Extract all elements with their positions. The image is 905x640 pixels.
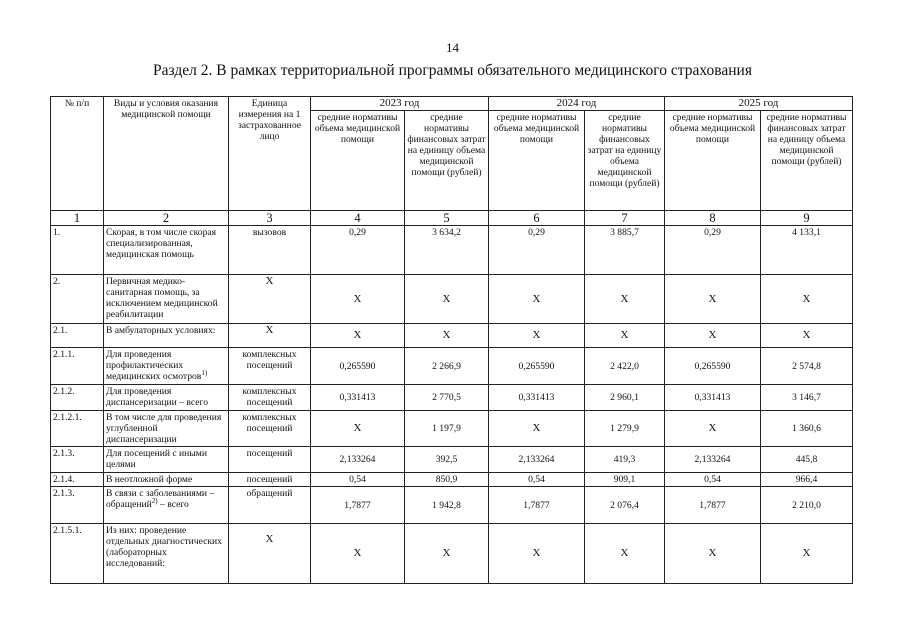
row-unit: посещений	[229, 447, 311, 473]
table-row	[51, 275, 853, 324]
row-volume-2024: 0,29	[489, 226, 585, 275]
row-cost-2023: 2 770,5	[405, 385, 489, 411]
header-year-2025: 2025 год	[665, 97, 853, 111]
header-cost-2024: средние нормативы финансовых затрат на единицу объема медицинской помощи (рублей)	[585, 111, 665, 211]
row-unit: Х	[229, 275, 311, 324]
table-row	[51, 524, 853, 584]
header-volume-2023: средние нормативы объема медицинской помощи	[311, 111, 405, 211]
row-volume-2024: Х	[489, 324, 585, 348]
row-cost-2025: Х	[761, 324, 853, 348]
row-unit: комплексных посещений	[229, 348, 311, 385]
row-num: 2.1.1.	[51, 348, 104, 385]
row-cost-2025: Х	[761, 524, 853, 584]
row-cost-2024: 419,3	[585, 447, 665, 473]
row-name-cell	[104, 487, 229, 524]
row-cost-2023: 1 942,8	[405, 487, 489, 524]
row-name: Скорая, в том числе скорая специализированная, медицинская помощь	[104, 226, 229, 275]
column-number: 7	[585, 211, 665, 226]
column-number: 1	[51, 211, 104, 226]
row-name: Для проведения профилактических медицинских осмотров	[106, 349, 202, 382]
row-cost-2023: 3 634,2	[405, 226, 489, 275]
table-row	[51, 348, 853, 385]
row-unit: обращений	[229, 487, 311, 524]
page-number: 14	[446, 40, 459, 55]
row-num: 2.1.3.	[51, 487, 104, 524]
row-cost-2025: Х	[761, 275, 853, 324]
norms-table	[50, 96, 853, 584]
row-num: 2.1.	[51, 324, 104, 348]
header-num: № п/п	[51, 97, 104, 211]
row-cost-2024: Х	[585, 524, 665, 584]
header-year-2023: 2023 год	[311, 97, 489, 111]
header-unit: Единица измерения на 1 застрахованное лицо	[229, 97, 311, 211]
row-cost-2023: Х	[405, 275, 489, 324]
header-cost-2023: средние нормативы финансовых затрат на единицу объема медицинской помощи (рублей)	[405, 111, 489, 211]
row-volume-2023: 2,133264	[311, 447, 405, 473]
row-volume-2023: Х	[311, 324, 405, 348]
row-name: Из них: проведение отдельных диагностических (лабораторных исследований:	[104, 524, 229, 584]
row-volume-2023: 0,54	[311, 473, 405, 487]
row-unit: вызовов	[229, 226, 311, 275]
row-volume-2023: 0,265590	[311, 348, 405, 385]
row-volume-2023: 0,29	[311, 226, 405, 275]
row-volume-2024: Х	[489, 411, 585, 447]
row-name: Первичная медико-санитарная помощь, за исключением медицинской реабилитации	[104, 275, 229, 324]
row-unit: Х	[229, 324, 311, 348]
row-volume-2025: Х	[665, 524, 761, 584]
table-row	[51, 385, 853, 411]
row-volume-2025: 0,29	[665, 226, 761, 275]
footnote-marker: 1)	[201, 368, 208, 377]
row-unit: посещений	[229, 473, 311, 487]
table-row	[51, 411, 853, 447]
row-cost-2024: Х	[585, 324, 665, 348]
row-volume-2024: 0,265590	[489, 348, 585, 385]
row-cost-2024: 2 422,0	[585, 348, 665, 385]
row-cost-2024: 3 885,7	[585, 226, 665, 275]
row-cost-2023: 392,5	[405, 447, 489, 473]
row-volume-2025: Х	[665, 411, 761, 447]
row-volume-2023: 1,7877	[311, 487, 405, 524]
row-volume-2024: Х	[489, 524, 585, 584]
column-number: 2	[104, 211, 229, 226]
row-cost-2024: Х	[585, 275, 665, 324]
row-num: 2.1.4.	[51, 473, 104, 487]
table-row	[51, 226, 853, 275]
header-volume-2024: средние нормативы объема медицинской помощи	[489, 111, 585, 211]
row-volume-2025: 0,54	[665, 473, 761, 487]
row-cost-2025: 3 146,7	[761, 385, 853, 411]
row-num: 2.1.5.1.	[51, 524, 104, 584]
row-cost-2025: 2 574,8	[761, 348, 853, 385]
row-cost-2024: 2 960,1	[585, 385, 665, 411]
row-unit: Х	[229, 524, 311, 584]
row-num: 2.	[51, 275, 104, 324]
column-number: 4	[311, 211, 405, 226]
column-number: 3	[229, 211, 311, 226]
column-number: 6	[489, 211, 585, 226]
header-year-2024: 2024 год	[489, 97, 665, 111]
table-row	[51, 324, 853, 348]
row-cost-2023: Х	[405, 524, 489, 584]
row-name: В том числе для проведения углубленной диспансеризации	[104, 411, 229, 447]
table-row	[51, 487, 853, 524]
column-number: 5	[405, 211, 489, 226]
row-cost-2023: 1 197,9	[405, 411, 489, 447]
row-volume-2024: 0,331413	[489, 385, 585, 411]
column-number: 8	[665, 211, 761, 226]
row-volume-2024: 0,54	[489, 473, 585, 487]
header-volume-2025: средние нормативы объема медицинской помощи	[665, 111, 761, 211]
row-volume-2024: 1,7877	[489, 487, 585, 524]
row-volume-2025: Х	[665, 275, 761, 324]
page-title: Раздел 2. В рамках территориальной программы обязательного медицинского страхования	[153, 62, 752, 79]
row-volume-2024: 2,133264	[489, 447, 585, 473]
row-volume-2025: 0,331413	[665, 385, 761, 411]
row-name: В амбулаторных условиях:	[104, 324, 229, 348]
row-num: 2.1.3.	[51, 447, 104, 473]
row-cost-2025: 966,4	[761, 473, 853, 487]
row-cost-2023: 850,9	[405, 473, 489, 487]
row-volume-2023: Х	[311, 275, 405, 324]
header-cost-2025: средние нормативы финансовых затрат на единицу объема медицинской помощи (рублей)	[761, 111, 853, 211]
column-number-row	[51, 211, 853, 226]
footnote-marker: 2)	[151, 496, 158, 505]
row-cost-2023: Х	[405, 324, 489, 348]
row-cost-2025: 445,8	[761, 447, 853, 473]
row-name-cell	[104, 348, 229, 385]
row-cost-2023: 2 266,9	[405, 348, 489, 385]
row-volume-2025: 2,133264	[665, 447, 761, 473]
header-types: Виды и условия оказания медицинской помощи	[104, 97, 229, 211]
row-cost-2024: 909,1	[585, 473, 665, 487]
row-unit: комплексных посещений	[229, 411, 311, 447]
row-name: В связи с заболеваниями – обращений	[106, 488, 215, 510]
row-unit: комплексных посещений	[229, 385, 311, 411]
row-volume-2025: 1,7877	[665, 487, 761, 524]
row-volume-2025: Х	[665, 324, 761, 348]
table-row	[51, 473, 853, 487]
row-name: В неотложной форме	[104, 473, 229, 487]
header-row-years	[51, 97, 853, 111]
row-cost-2025: 4 133,1	[761, 226, 853, 275]
table-row	[51, 447, 853, 473]
row-cost-2025: 2 210,0	[761, 487, 853, 524]
row-name-tail: – всего	[157, 499, 189, 510]
row-volume-2024: Х	[489, 275, 585, 324]
row-num: 2.1.2.	[51, 385, 104, 411]
row-num: 1.	[51, 226, 104, 275]
row-name: Для посещений с иными целями	[104, 447, 229, 473]
row-volume-2023: 0,331413	[311, 385, 405, 411]
row-volume-2023: Х	[311, 524, 405, 584]
row-name: Для проведения диспансеризации – всего	[104, 385, 229, 411]
row-cost-2024: 2 076,4	[585, 487, 665, 524]
row-cost-2025: 1 360,6	[761, 411, 853, 447]
row-cost-2024: 1 279,9	[585, 411, 665, 447]
column-number: 9	[761, 211, 853, 226]
row-num: 2.1.2.1.	[51, 411, 104, 447]
row-volume-2023: Х	[311, 411, 405, 447]
row-volume-2025: 0,265590	[665, 348, 761, 385]
